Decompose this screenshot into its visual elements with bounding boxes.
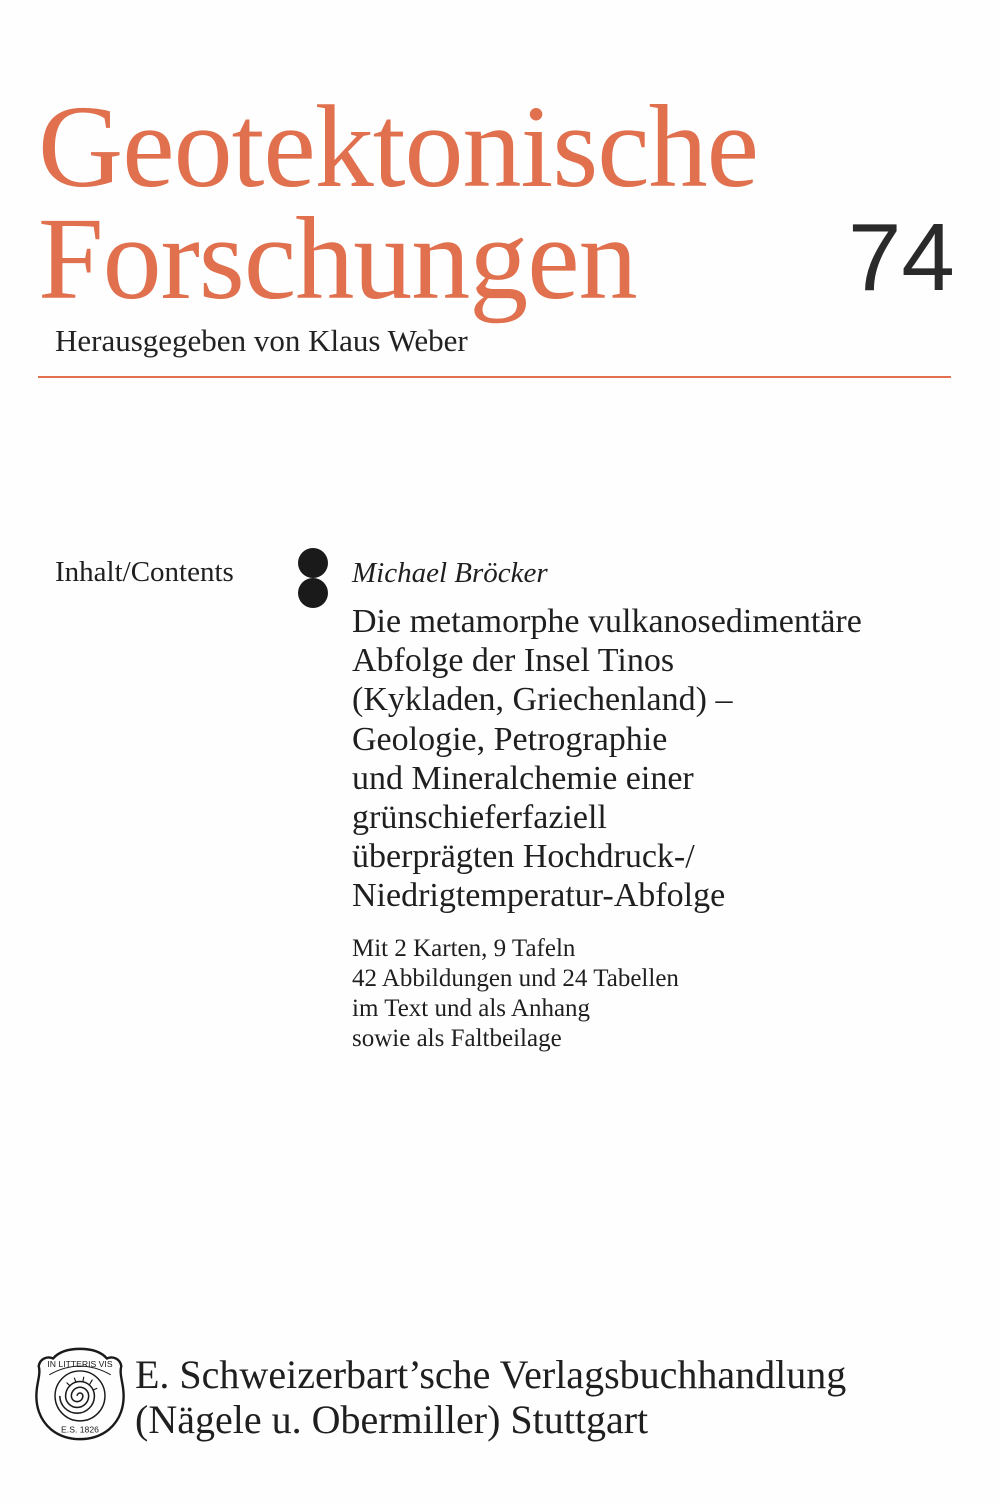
publisher-name xyxy=(135,1352,846,1442)
contents-note xyxy=(352,934,952,1054)
editor-credit: Herausgegeben von Klaus Weber xyxy=(55,323,468,358)
seal-initials: E.S. 1826 xyxy=(61,1424,99,1435)
series-title-line-1: Geotektonische xyxy=(38,81,758,212)
note-line: sowie als Faltbeilage xyxy=(352,1025,562,1052)
publisher-line-2: (Nägele u. Obermiller) Stuttgart xyxy=(135,1397,649,1442)
note-line: Mit 2 Karten, 9 Tafeln xyxy=(352,935,576,962)
contents-label: Inhalt/Contents xyxy=(55,556,234,588)
bullet-dot-icon xyxy=(298,578,328,608)
header-divider xyxy=(38,376,951,378)
ammonite-seal-icon xyxy=(32,1346,128,1442)
work-title xyxy=(352,602,972,916)
seal-motto: IN LITTERIS VIS xyxy=(47,1359,113,1370)
publisher-line-1: E. Schweizerbart’sche Verlagsbuchhandlung xyxy=(135,1352,847,1397)
work-title-line: überprägten Hochdruck-/ xyxy=(352,838,695,876)
series-title-line-2: Forschungen xyxy=(38,193,637,324)
volume-number: 74 xyxy=(848,204,955,311)
work-title-line: Niedrigtemperatur-Abfolge xyxy=(352,877,726,915)
author-name: Michael Bröcker xyxy=(352,557,548,589)
work-title-line: Geologie, Petrographie xyxy=(352,720,668,758)
note-line: 42 Abbildungen und 24 Tabellen xyxy=(352,965,679,992)
work-title-line: Die metamorphe vulkanosedimentäre xyxy=(352,603,862,640)
bullet-dot-icon xyxy=(298,548,328,578)
work-title-line: Abfolge der Insel Tinos xyxy=(352,642,675,680)
work-title-line: und Mineralchemie einer xyxy=(352,759,694,797)
work-title-line: grünschieferfaziell xyxy=(352,799,607,837)
work-title-line: (Kykladen, Griechenland) – xyxy=(352,681,733,719)
note-line: im Text und als Anhang xyxy=(352,995,591,1022)
